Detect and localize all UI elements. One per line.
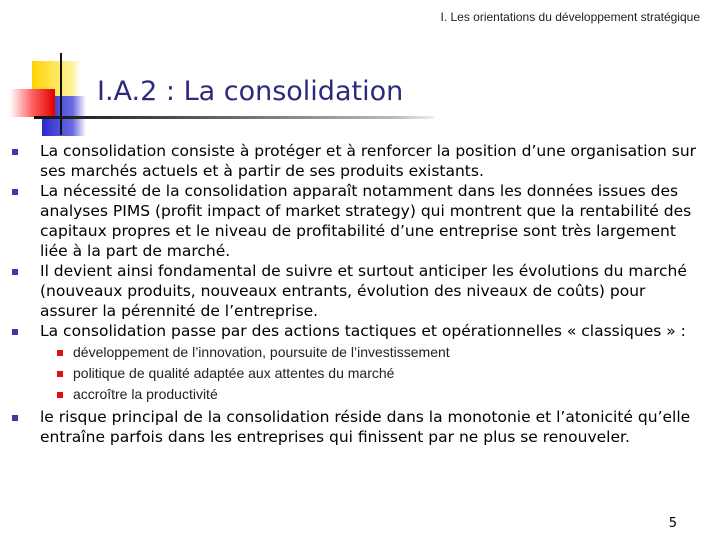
sub-bullet-icon: [57, 350, 63, 356]
slide-title: I.A.2 : La consolidation: [97, 76, 404, 107]
page-number: 5: [668, 516, 677, 531]
sub-list-item: [0, 363, 720, 384]
bullet-list: [0, 141, 720, 447]
sub-bullet-list: [0, 342, 720, 405]
sub-list-item: [0, 384, 720, 405]
sub-bullet-icon: [57, 371, 63, 377]
bullet-icon: [12, 269, 18, 275]
section-header: I. Les orientations du développement stratégique: [440, 10, 700, 24]
list-item: [0, 181, 700, 261]
bullet-text: Il devient ainsi fondamental de suivre et surtout anticiper les évolutions du marché (nouveaux produits, nouveaux entrants, évolution des niveaux de coûts) pour assurer la pérennité de l’entreprise.: [40, 262, 687, 320]
bullet-icon: [12, 149, 18, 155]
bullet-icon: [12, 329, 18, 335]
list-item: [0, 141, 700, 181]
list-item: [0, 321, 700, 341]
bullet-icon: [12, 415, 18, 421]
bullet-icon: [12, 189, 18, 195]
bullet-text: le risque principal de la consolidation réside dans la monotonie et l’atonicité qu’elle entraîne parfois dans les entreprises qui finissent par ne plus se renouveler.: [40, 408, 691, 446]
bullet-text: La nécessité de la consolidation apparaît notamment dans les données issues des analyses PIMS (profit impact of market strategy) qui montrent que la rentabilité des capitaux propres et le niveau de profitabilité d’une entreprise sont très largement liée à la part de marché.: [40, 182, 692, 260]
sub-bullet-icon: [57, 392, 63, 398]
bullet-text: La consolidation passe par des actions tactiques et opérationnelles « classiques » :: [40, 322, 686, 340]
sub-bullet-text: développement de l’innovation, poursuite de l’investissement: [73, 344, 450, 360]
sub-bullet-text: politique de qualité adaptée aux attentes du marché: [73, 365, 395, 381]
list-item: [0, 407, 700, 447]
list-item: [0, 261, 700, 321]
bullet-text: La consolidation consiste à protéger et à renforcer la position d’une organisation sur ses marchés actuels et à partir de ses produits existants.: [40, 142, 697, 180]
sub-bullet-text: accroître la productivité: [73, 386, 218, 402]
sub-list-item: [0, 342, 720, 363]
